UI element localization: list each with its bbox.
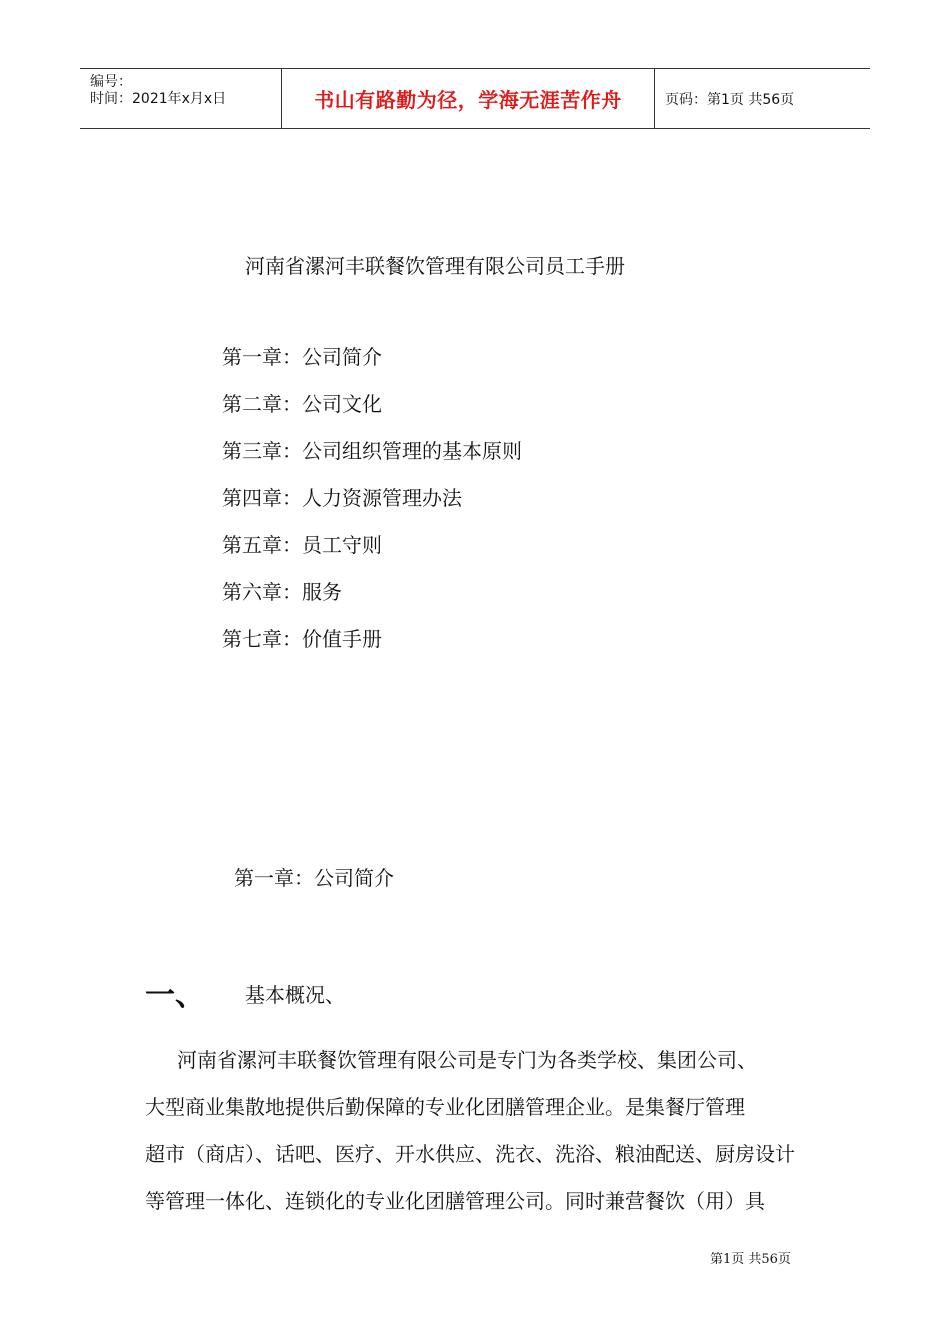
toc-item: 第七章：价值手册 bbox=[222, 627, 382, 651]
header-page-label: 页码：第1页 共56页 bbox=[665, 91, 795, 108]
document-number-label: 编号： bbox=[90, 74, 132, 90]
section-heading bbox=[145, 970, 345, 1014]
toc-item: 第二章：公司文化 bbox=[222, 392, 382, 416]
chapter-heading: 第一章：公司简介 bbox=[234, 866, 394, 890]
header-table bbox=[80, 68, 870, 129]
toc-item: 第四章：人力资源管理办法 bbox=[222, 486, 462, 510]
toc-item: 第六章：服务 bbox=[222, 580, 342, 604]
header-motto: 书山有路勤为径，学海无涯苦作舟 bbox=[314, 88, 622, 112]
paragraph-line: 河南省漯河丰联餐饮管理有限公司是专门为各类学校、集团公司、 bbox=[177, 1048, 757, 1072]
header-motto-cell bbox=[282, 69, 655, 128]
footer-page-info: 第1页 共56页 bbox=[710, 1252, 791, 1267]
paragraph-line: 超市（商店）、话吧、医疗、开水供应、洗衣、洗浴、粮油配送、厨房设计 bbox=[145, 1142, 795, 1166]
table-of-contents bbox=[222, 342, 522, 671]
toc-item: 第五章：员工守则 bbox=[222, 533, 382, 557]
paragraph-line: 大型商业集散地提供后勤保障的专业化团膳管理企业。是集餐厅管理 bbox=[145, 1095, 745, 1119]
section-number: 一、 bbox=[145, 978, 205, 1013]
toc-item: 第一章：公司简介 bbox=[222, 345, 382, 369]
document-time-label: 时间：2021年x月x日 bbox=[90, 91, 227, 107]
document-title: 河南省漯河丰联餐饮管理有限公司员工手册 bbox=[245, 254, 625, 278]
toc-item: 第三章：公司组织管理的基本原则 bbox=[222, 439, 522, 463]
header-page-cell bbox=[655, 69, 870, 128]
paragraph-line: 等管理一体化、连锁化的专业化团膳管理公司。同时兼营餐饮（用）具 bbox=[145, 1189, 765, 1213]
header-meta-cell bbox=[80, 69, 282, 128]
section-title: 基本概况、 bbox=[245, 983, 345, 1007]
body-paragraph bbox=[145, 1037, 810, 1225]
